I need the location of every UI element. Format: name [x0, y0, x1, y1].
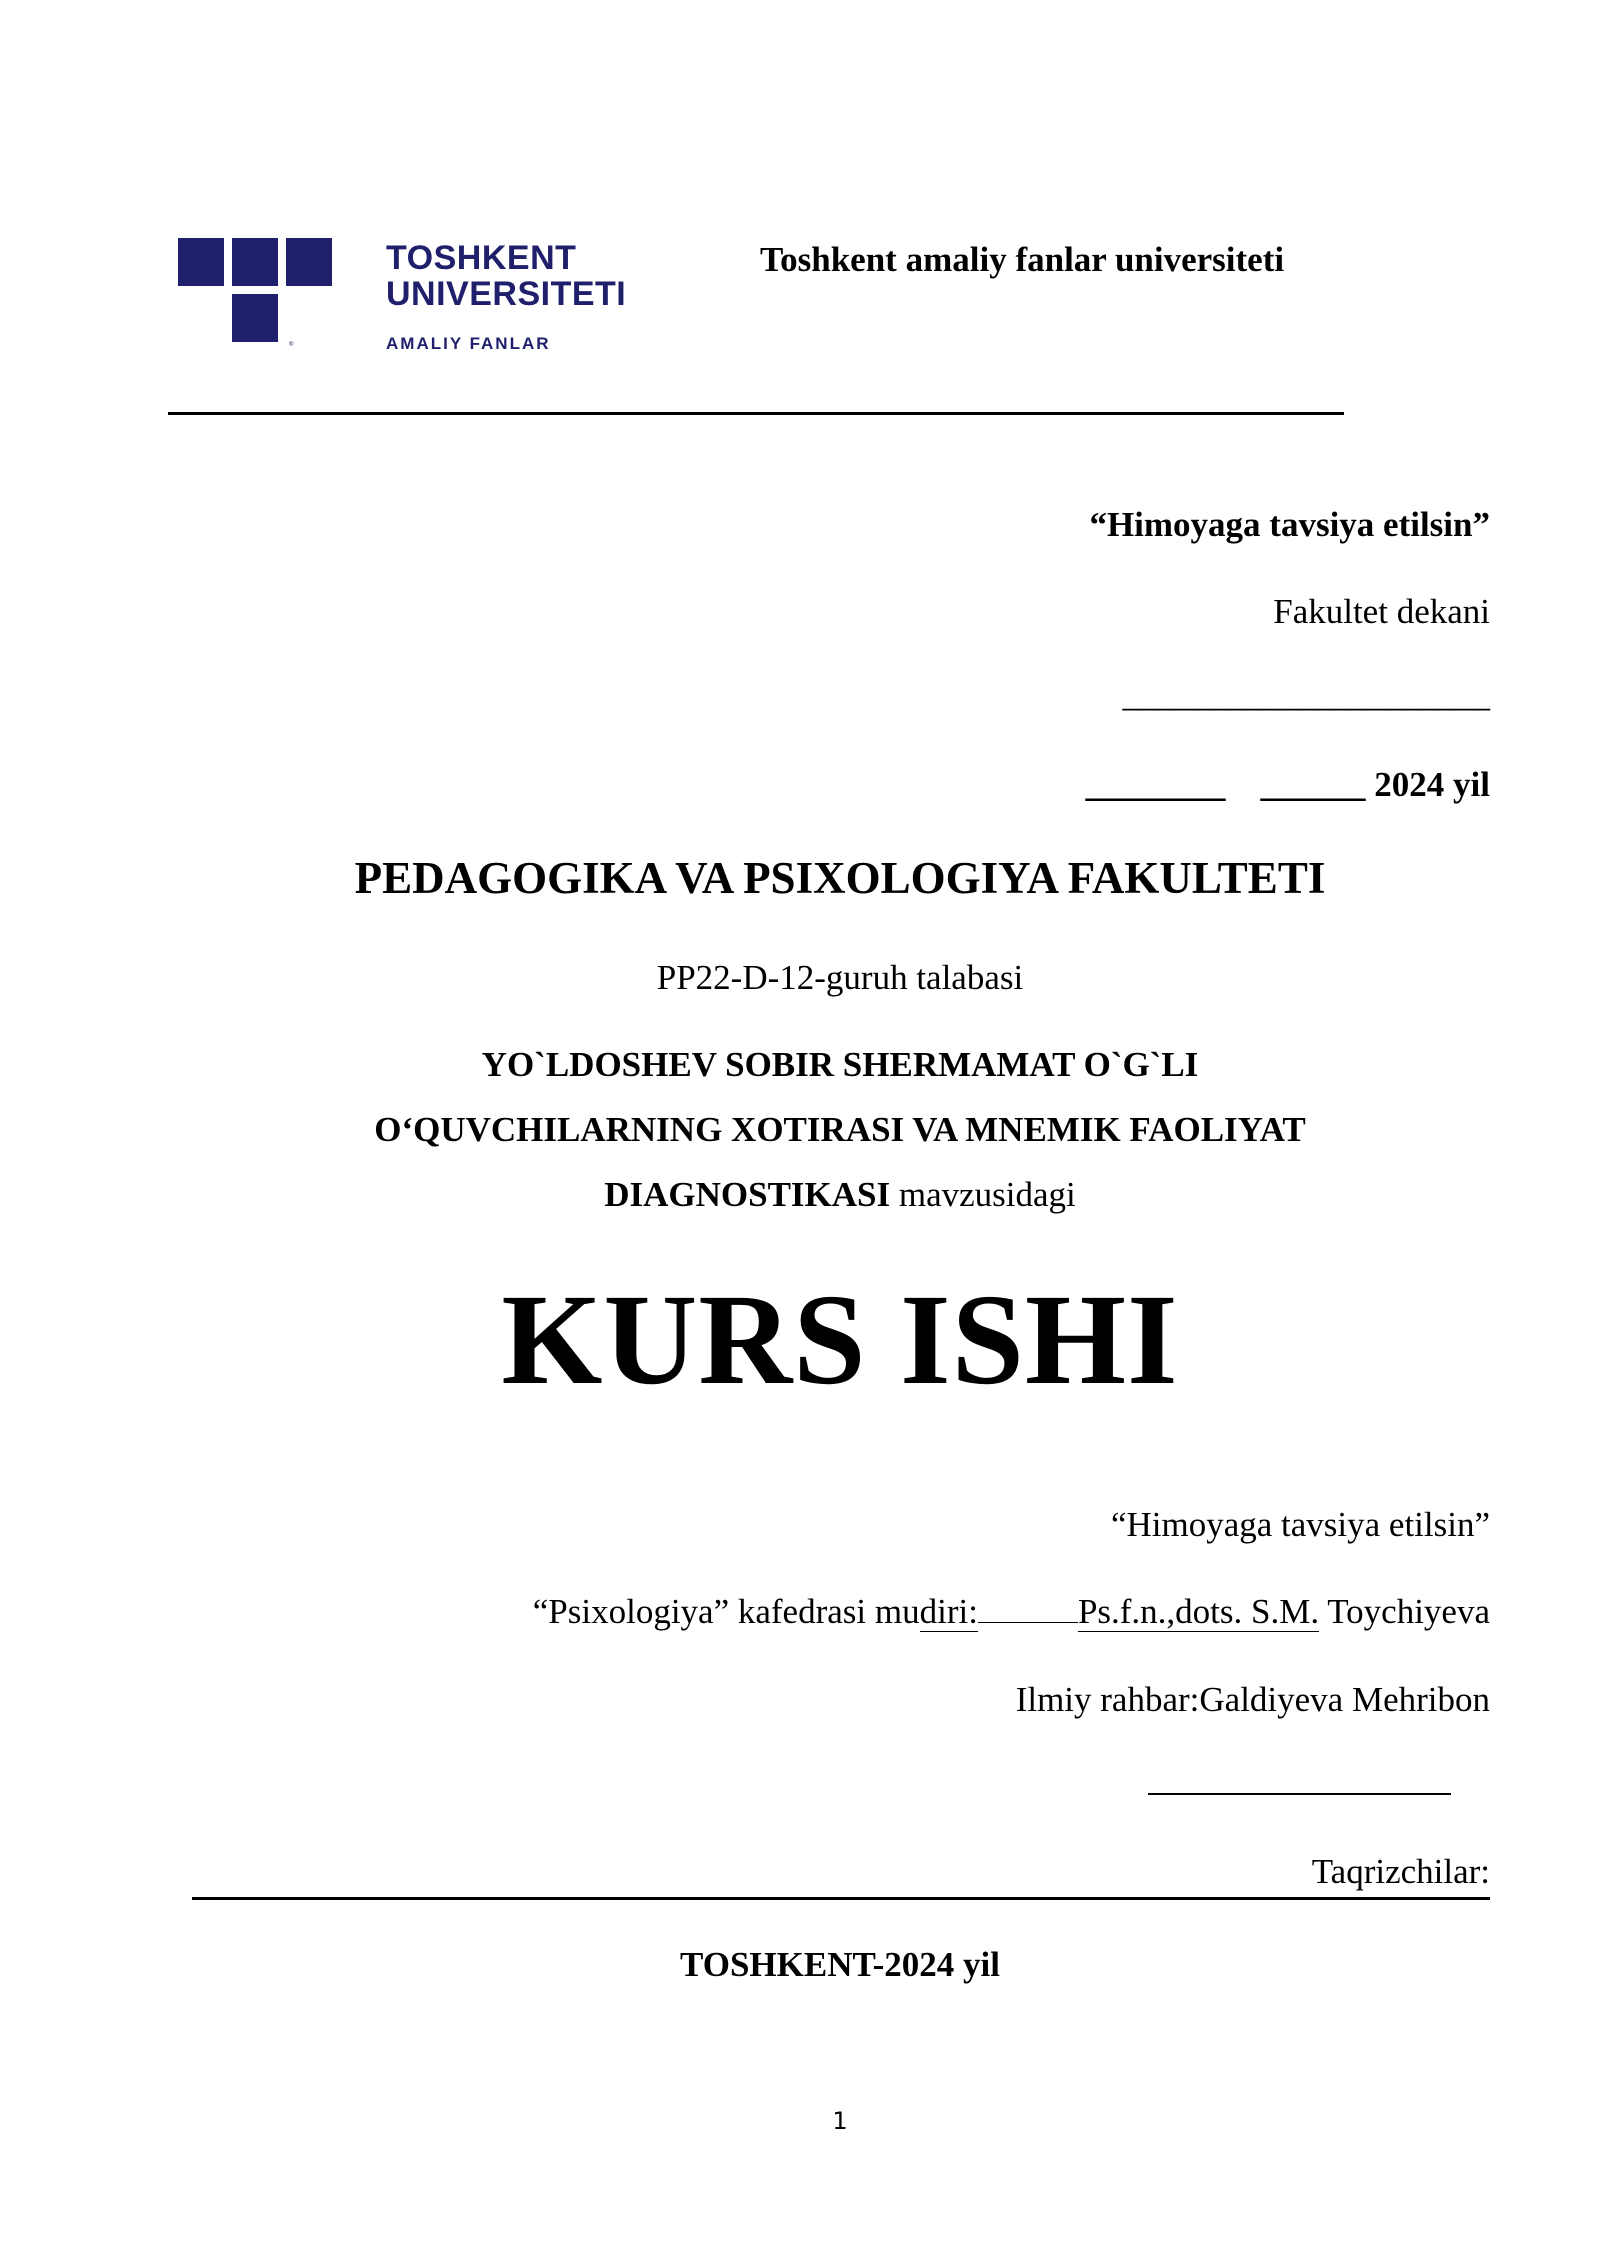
theme-line-1: O‘QUVCHILARNING XOTIRASI VA MNEMIK FAOLIYAT — [374, 1110, 1306, 1149]
department-label-end: diri: — [919, 1592, 978, 1631]
approval-date — [1086, 765, 1490, 805]
logo-line-2: UNIVERSITETI — [386, 275, 627, 313]
advisor-signature-line — [1148, 1793, 1451, 1795]
date-blank-day: ________ — [1085, 765, 1226, 804]
student-name: YO`LDOSHEV SOBIR SHERMAMAT O`G`LI — [481, 1045, 1199, 1084]
scientific-advisor: Ilmiy rahbar:Galdiyeva Mehribon — [1015, 1680, 1490, 1719]
approval-year: 2024 yil — [1374, 765, 1490, 804]
date-blank-month: ______ — [1260, 765, 1366, 804]
university-title: Toshkent amaliy fanlar universiteti — [760, 240, 1285, 279]
approval-quote-bottom: “Himoyaga tavsiya etilsin” — [1110, 1505, 1490, 1544]
student-group: PP22-D-12-guruh talabasi — [656, 958, 1024, 997]
dean-role: Fakultet dekani — [1273, 592, 1490, 631]
logo-square-2 — [232, 238, 278, 286]
footer-divider — [192, 1897, 1490, 1900]
logo-wordmark — [386, 240, 626, 312]
logo-subtitle: AMALIY FANLAR — [386, 334, 551, 353]
university-logo — [178, 238, 648, 358]
approval-quote-top: “Himoyaga tavsiya etilsin” — [1089, 505, 1490, 544]
reviewers-label: Taqrizchilar: — [1311, 1852, 1490, 1891]
logo-line-1: TOSHKENT — [386, 239, 577, 277]
theme-normal-part: mavzusidagi — [890, 1175, 1076, 1214]
city-year: TOSHKENT-2024 yil — [680, 1945, 1000, 1984]
department-head-surname: Toychiyeva — [1319, 1592, 1490, 1631]
faculty-name: PEDAGOGIKA VA PSIXOLOGIYA FAKULTETI — [354, 853, 1326, 903]
document-type-title: KURS ISHI — [501, 1268, 1179, 1412]
logo-square-3 — [286, 238, 332, 286]
department-head-line — [533, 1592, 1490, 1632]
dean-signature-line: _____________________ — [1122, 675, 1490, 714]
department-signature-blank — [978, 1592, 1078, 1623]
department-label: “Psixologiya” kafedrasi mu — [532, 1592, 920, 1631]
theme-line-2 — [0, 1175, 1600, 1215]
header-divider — [168, 412, 1344, 415]
theme-bold-part: DIAGNOSTIKASI — [604, 1175, 891, 1214]
department-head-title: Ps.f.n.,dots. S.M. — [1077, 1592, 1320, 1631]
logo-registered-mark: ® — [289, 342, 294, 348]
page-number: 1 — [832, 2107, 848, 2135]
logo-square-4 — [232, 294, 278, 342]
logo-square-1 — [178, 238, 224, 286]
